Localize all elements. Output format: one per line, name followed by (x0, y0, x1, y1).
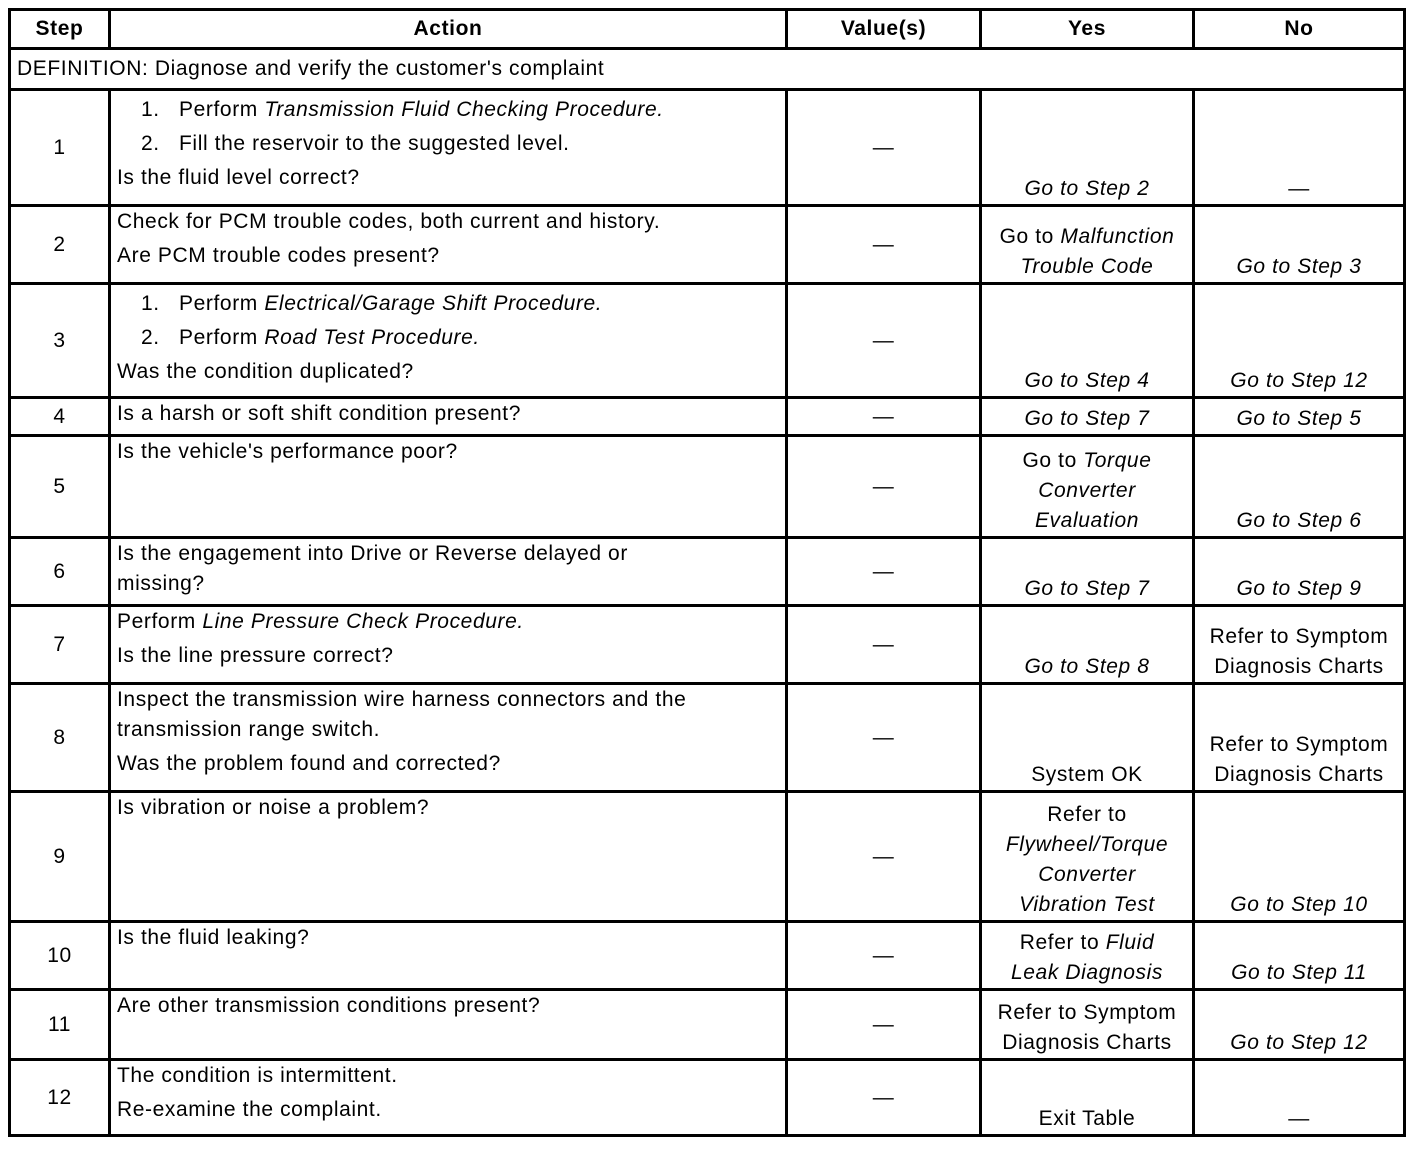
step-number: 1 (10, 90, 110, 206)
table-row (10, 284, 1405, 398)
no-cell: — (1194, 90, 1405, 206)
action-cell: Is the vehicle's performance poor? (110, 436, 787, 538)
action-question: Was the condition duplicated? (117, 360, 414, 383)
list-item: 1. Perform Electrical/Garage Shift Procedure. (141, 292, 603, 315)
table-row (10, 90, 1405, 206)
no-cell: Go to Step 9 (1194, 538, 1405, 606)
yes-cell: Go to Step 7 (981, 538, 1194, 606)
action-cell: Inspect the transmission wire harness connectors and the transmission range switch. Was the problem found and corrected? (110, 684, 787, 792)
header-values: Value(s) (787, 10, 981, 49)
list-item: 2. Fill the reservoir to the suggested level. (141, 132, 570, 155)
action-question: Is the fluid level correct? (117, 166, 360, 189)
yes-cell: Go to Malfunction Trouble Code (981, 206, 1194, 284)
diagnostic-table-container (8, 8, 1406, 1137)
no-cell: — (1194, 1060, 1405, 1136)
yes-cell: Refer to Symptom Diagnosis Charts (981, 990, 1194, 1060)
definition-row (10, 49, 1405, 90)
value-cell: — (787, 606, 981, 684)
definition-text: DEFINITION: Diagnose and verify the customer's complaint (10, 49, 1405, 90)
no-cell: Refer to Symptom Diagnosis Charts (1194, 684, 1405, 792)
value-cell: — (787, 922, 981, 990)
yes-cell: System OK (981, 684, 1194, 792)
table-row (10, 206, 1405, 284)
value-cell: — (787, 792, 981, 922)
action-cell: Is the engagement into Drive or Reverse delayed or missing? (110, 538, 787, 606)
header-action: Action (110, 10, 787, 49)
yes-cell: Go to Step 7 (981, 398, 1194, 436)
value-cell: — (787, 684, 981, 792)
table-row (10, 684, 1405, 792)
table-row (10, 792, 1405, 922)
no-cell: Go to Step 12 (1194, 284, 1405, 398)
yes-cell: Refer to Flywheel/Torque Converter Vibration Test (981, 792, 1194, 922)
value-cell: — (787, 398, 981, 436)
table-row (10, 990, 1405, 1060)
action-question: Are PCM trouble codes present? (117, 244, 440, 267)
action-cell (110, 284, 787, 398)
value-cell: — (787, 90, 981, 206)
table-row (10, 1060, 1405, 1136)
step-number: 12 (10, 1060, 110, 1136)
table-row (10, 606, 1405, 684)
no-cell: Go to Step 5 (1194, 398, 1405, 436)
step-number: 5 (10, 436, 110, 538)
yes-cell: Refer to Fluid Leak Diagnosis (981, 922, 1194, 990)
step-number: 2 (10, 206, 110, 284)
step-number: 8 (10, 684, 110, 792)
action-cell: Is the fluid leaking? (110, 922, 787, 990)
header-row (10, 10, 1405, 49)
table-row (10, 398, 1405, 436)
action-cell (110, 90, 787, 206)
no-cell: Go to Step 11 (1194, 922, 1405, 990)
no-cell: Go to Step 12 (1194, 990, 1405, 1060)
action-cell: Is vibration or noise a problem? (110, 792, 787, 922)
step-number: 7 (10, 606, 110, 684)
value-cell: — (787, 284, 981, 398)
step-number: 4 (10, 398, 110, 436)
action-cell: Is a harsh or soft shift condition present? (110, 398, 787, 436)
list-item: 2. Perform Road Test Procedure. (141, 326, 480, 349)
list-item: 1. Perform Transmission Fluid Checking Procedure. (141, 98, 664, 121)
step-number: 11 (10, 990, 110, 1060)
yes-cell: Go to Step 4 (981, 284, 1194, 398)
action-cell: Check for PCM trouble codes, both current and history. Are PCM trouble codes present? (110, 206, 787, 284)
action-question: Was the problem found and corrected? (117, 752, 501, 775)
value-cell: — (787, 206, 981, 284)
value-cell: — (787, 1060, 981, 1136)
action-question: Is the line pressure correct? (117, 644, 394, 667)
step-number: 9 (10, 792, 110, 922)
table-row (10, 436, 1405, 538)
diagnostic-table (8, 8, 1406, 1137)
step-number: 10 (10, 922, 110, 990)
header-yes: Yes (981, 10, 1194, 49)
step-number: 6 (10, 538, 110, 606)
value-cell: — (787, 990, 981, 1060)
no-cell: Refer to Symptom Diagnosis Charts (1194, 606, 1405, 684)
step-number: 3 (10, 284, 110, 398)
action-cell: Are other transmission conditions present? (110, 990, 787, 1060)
yes-cell: Go to Step 8 (981, 606, 1194, 684)
action-cell: Perform Line Pressure Check Procedure. Is the line pressure correct? (110, 606, 787, 684)
value-cell: — (787, 436, 981, 538)
no-cell: Go to Step 10 (1194, 792, 1405, 922)
yes-cell: Go to Torque Converter Evaluation (981, 436, 1194, 538)
table-row (10, 922, 1405, 990)
value-cell: — (787, 538, 981, 606)
no-cell: Go to Step 6 (1194, 436, 1405, 538)
yes-cell: Go to Step 2 (981, 90, 1194, 206)
table-row (10, 538, 1405, 606)
no-cell: Go to Step 3 (1194, 206, 1405, 284)
action-cell: The condition is intermittent. Re-examine the complaint. (110, 1060, 787, 1136)
yes-cell: Exit Table (981, 1060, 1194, 1136)
header-no: No (1194, 10, 1405, 49)
header-step: Step (10, 10, 110, 49)
action-question: Re-examine the complaint. (117, 1098, 382, 1121)
